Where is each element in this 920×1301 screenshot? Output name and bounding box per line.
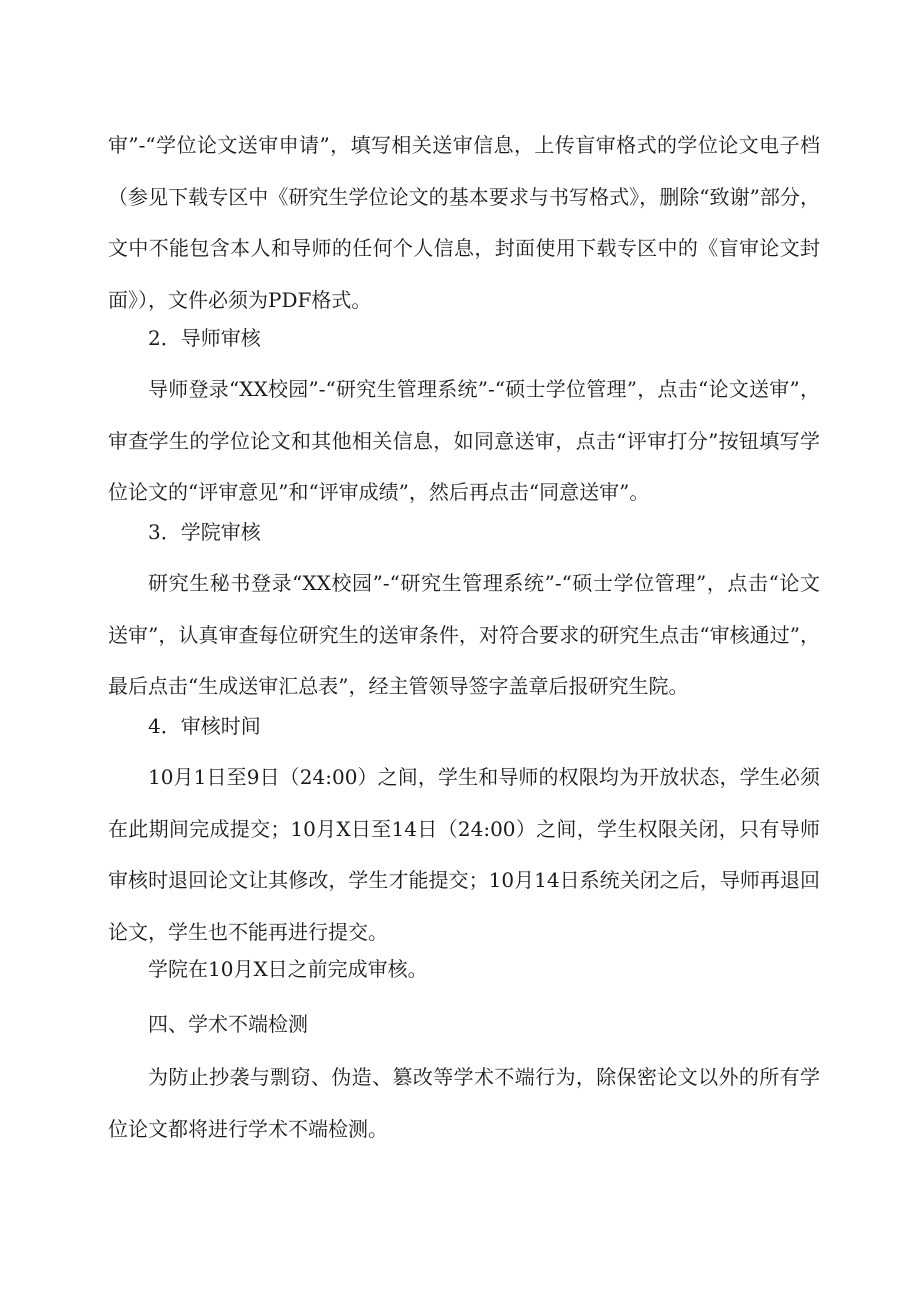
heading-college-review: 3．学院审核 (148, 520, 261, 544)
paragraph-college-review: 研究生秘书登录“XX校园”-“研究生管理系统”-“硕士学位管理”，点击“论文送审”，认真审查每位研究生的送审条件，对符合要求的研究生点击“审核通过”，最后点击“生成送审汇总表”，经主管领导签字盖章后报研究生院。 (108, 571, 820, 698)
heading-review-time: 4．审核时间 (148, 714, 261, 738)
paragraph-advisor-review: 导师登录“XX校园”-“研究生管理系统”-“硕士学位管理”，点击“论文送审”，审查学生的学位论文和其他相关信息，如同意送审，点击“评审打分”按钮填写学位论文的“评审意见”和“评审成绩”，然后再点击“同意送审”。 (108, 377, 820, 504)
paragraph-submission-upload: 审”-“学位论文送审申请”，填写相关送审信息，上传盲审格式的学位论文电子档（参见下载专区中《研究生学位论文的基本要求与书写格式》，删除“致谢”部分，文中不能包含本人和导师的任何个人信息，封面使用下载专区中的《盲审论文封面》），文件必须为PDF格式。 (108, 133, 820, 312)
heading-academic-misconduct: 四、学术不端检测 (148, 1012, 308, 1036)
paragraph-college-deadline: 学院在10月X日之前完成审核。 (148, 957, 428, 981)
heading-advisor-review: 2．导师审核 (148, 326, 261, 350)
paragraph-review-time: 10月1日至9日（24:00）之间，学生和导师的权限均为开放状态，学生必须在此期间完成提交；10月X日至14日（24:00）之间，学生权限关闭，只有导师审核时退回论文让其修改，学生才能提交；10月14日系统关闭之后，导师再退回论文，学生也不能再进行提交。 (108, 765, 820, 944)
paragraph-academic-misconduct: 为防止抄袭与剽窃、伪造、篡改等学术不端行为，除保密论文以外的所有学位论文都将进行学术不端检测。 (108, 1065, 820, 1141)
